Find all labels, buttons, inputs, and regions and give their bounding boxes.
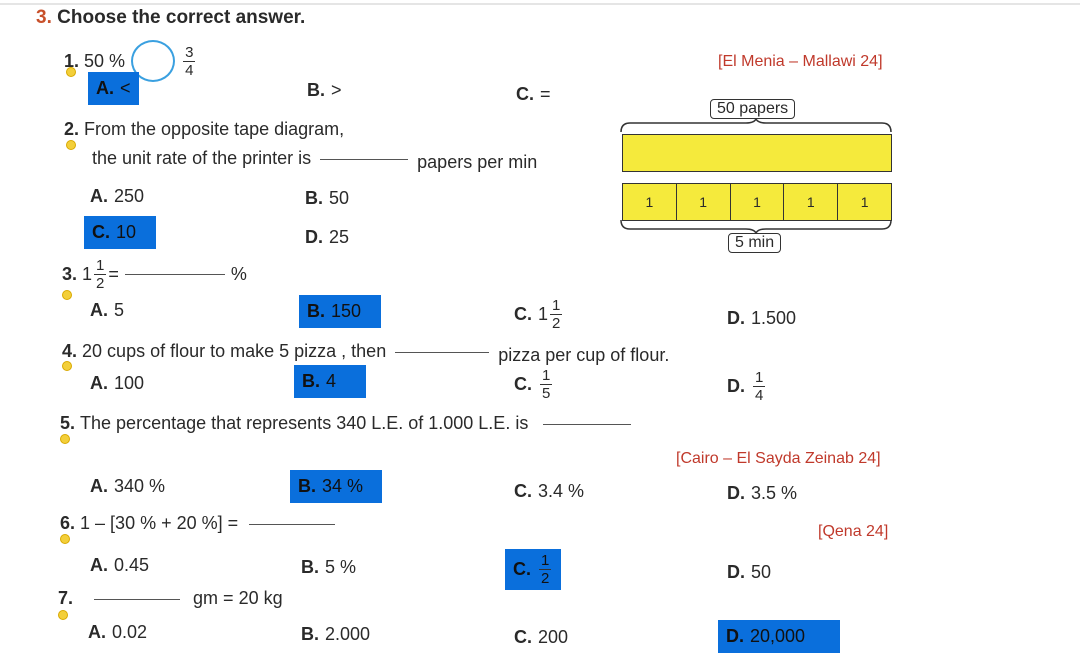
question-2-line2: the unit rate of the printer is papers per min [92,148,538,172]
option-b-selected[interactable]: B. 4 [294,365,366,398]
question-2-line1: 2. From the opposite tape diagram, [64,119,345,139]
tape-cell: 1 [784,184,838,220]
bullet-dot [66,140,76,150]
top-divider [0,3,1080,5]
option-d[interactable]: D. 50 [727,562,772,582]
option-c[interactable]: C. 3.4 % [514,481,585,501]
answer-blank[interactable] [320,159,408,160]
option-d[interactable]: D. $\frac{1}{4}$ [727,369,764,404]
tape-diagram [620,97,892,257]
option-d[interactable]: D. 3.5 % [727,483,798,503]
answer-blank[interactable] [249,524,335,525]
option-d[interactable]: D. 1.500 [727,308,797,328]
source-label: [Qena 24] [818,523,889,540]
bottom-brace [620,219,892,233]
question-6: 6. 1 – [30 % + 20 %] = [60,513,335,534]
section-title: Choose the correct answer. [57,7,306,28]
tape-cell: 1 [623,184,677,220]
bullet-dot [62,290,72,300]
option-b-selected[interactable]: B. 34 % [290,470,382,503]
option-c-selected[interactable]: C. $\frac{1}{2}$ [505,549,561,590]
option-d[interactable]: D. 25 [305,227,350,247]
question-5: 5. The percentage that represents 340 L.E. of 1.000 L.E. is [60,413,631,434]
option-a[interactable]: A. 0.02 [88,622,148,642]
fraction: $\frac{3}{4}$ [185,43,194,79]
bullet-dot [58,610,68,620]
option-d-selected[interactable]: D. 20,000 [718,620,840,653]
tape-top-label: 50 papers [710,99,795,119]
question-7: 7. gm = 20 kg [58,588,283,608]
option-a[interactable]: A. 340 % [90,476,166,496]
bullet-dot [62,361,72,371]
option-c[interactable]: C. 200 [514,627,569,647]
option-c[interactable]: C. 1 $\frac{1}{2}$ [514,297,561,332]
option-c[interactable]: C. $\frac{1}{5}$ [514,367,551,402]
question-4: 4. 20 cups of flour to make 5 pizza , then pizza per cup of flour. [62,341,670,365]
tape-cell: 1 [677,184,731,220]
question-number: 1. [64,50,80,71]
answer-blank[interactable] [94,599,180,600]
question-stem: 50 % [84,50,126,71]
section-number: 3. [36,7,52,28]
option-b[interactable]: B. 5 % [301,557,357,577]
bullet-dot [60,434,70,444]
question-3: 3. 1 $\frac{1}{2}$ = % [62,257,247,292]
answer-blank[interactable] [543,424,631,425]
option-a[interactable]: A. 5 [90,300,125,320]
option-b[interactable]: B. > [307,80,342,100]
source-label: [El Menia – Mallawi 24] [718,53,883,70]
bullet-dot [60,534,70,544]
option-c-selected[interactable]: C. 10 [84,216,156,249]
source-label: [Cairo – El Sayda Zeinab 24] [676,450,881,467]
section-header [36,7,305,29]
tape-cell: 1 [731,184,785,220]
option-a[interactable]: A. 100 [90,373,145,393]
option-b[interactable]: B. 2.000 [301,624,371,644]
option-a[interactable]: A. 0.45 [90,555,150,575]
tape-whole-bar [622,134,892,172]
tape-bottom-label: 5 min [728,233,781,253]
option-c[interactable]: C. = [516,84,551,104]
option-b-selected[interactable]: B. 150 [299,295,381,328]
answer-blank[interactable] [125,274,225,275]
option-a-selected[interactable]: A. < [88,72,139,105]
answer-blank[interactable] [395,352,489,353]
tape-cell: 1 [860,194,869,210]
option-b[interactable]: B. 50 [305,188,350,208]
top-brace [620,119,892,133]
tape-units-bar [622,183,892,221]
option-a[interactable]: A. 250 [90,186,145,206]
